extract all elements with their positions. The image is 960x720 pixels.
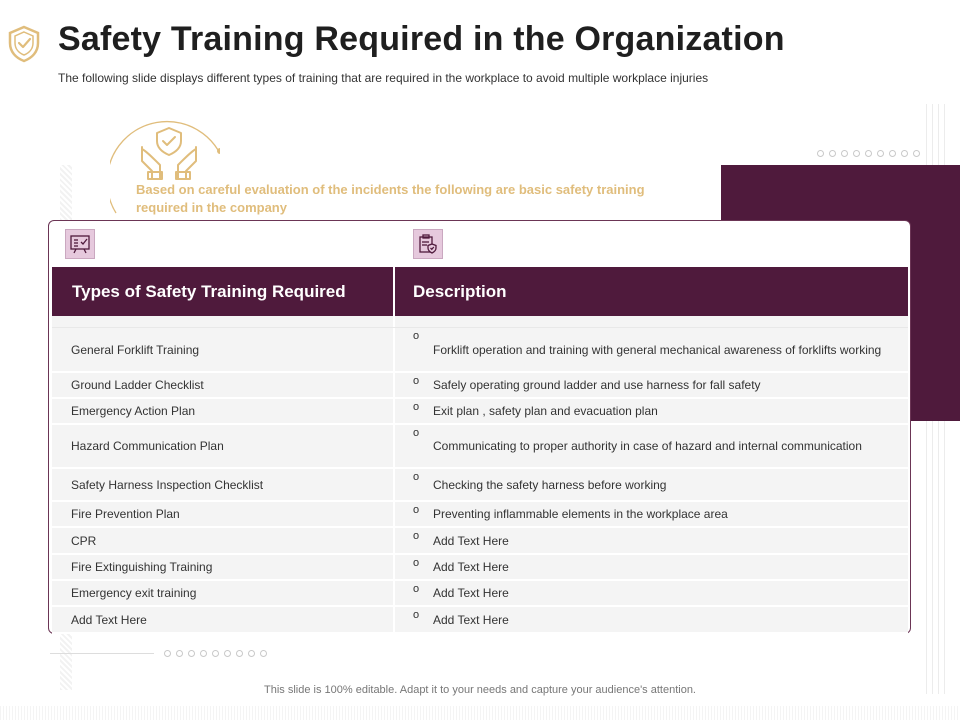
hands-shield-icon — [138, 125, 200, 181]
checklist-board-icon — [65, 229, 95, 259]
training-description: Forklift operation and training with general mechanical awareness of forklifts working — [433, 342, 882, 357]
table-row — [52, 581, 908, 607]
table-row — [52, 425, 908, 469]
training-description: Add Text Here — [433, 560, 509, 574]
training-description: Safely operating ground ladder and use harness for fall safety — [433, 378, 761, 392]
intro-text: Based on careful evaluation of the incidents the following are basic safety training required in the company — [136, 182, 645, 215]
training-type: Add Text Here — [71, 612, 147, 627]
training-description: Add Text Here — [433, 533, 509, 548]
decorative-line-bottom — [50, 653, 154, 654]
bullet: o — [413, 609, 420, 621]
table-row — [52, 328, 908, 373]
column-header-types: Types of Safety Training Required — [72, 281, 346, 301]
footer-note: This slide is 100% editable. Adapt it to your needs and capture your audience's attention. — [264, 684, 696, 696]
training-type: Safety Harness Inspection Checklist — [71, 477, 264, 492]
bullet: o — [413, 530, 420, 542]
table-spacer-row — [52, 316, 908, 328]
shield-check-icon — [6, 24, 42, 64]
table-row — [52, 607, 908, 634]
training-description: Add Text Here — [433, 586, 509, 600]
column-header-description: Description — [413, 281, 507, 301]
decorative-hatch-bottom — [0, 706, 960, 720]
training-type: Emergency exit training — [71, 586, 197, 600]
bullet: o — [413, 583, 420, 595]
table-body — [52, 316, 908, 634]
table-row — [52, 399, 908, 425]
table-row — [52, 502, 908, 528]
table-row — [52, 373, 908, 399]
bullet: o — [413, 504, 420, 516]
bullet: o — [413, 375, 420, 387]
table-row — [52, 555, 908, 581]
bullet: o — [413, 427, 420, 439]
page-subtitle: The following slide displays different types of training that are required in the workplace to avoid multiple workplace injuries — [58, 71, 709, 85]
bullet: o — [413, 557, 420, 569]
training-description: Preventing inflammable elements in the workplace area — [433, 507, 728, 521]
clipboard-shield-icon — [413, 229, 443, 259]
page-title: Safety Training Required in the Organization — [58, 20, 785, 58]
decorative-dots-top — [817, 150, 920, 157]
bullet: o — [413, 471, 420, 483]
training-type: General Forklift Training — [71, 342, 200, 357]
training-type: CPR — [71, 533, 97, 548]
table-header — [52, 267, 908, 316]
training-type: Hazard Communication Plan — [71, 439, 224, 453]
training-type: Fire Extinguishing Training — [71, 560, 213, 574]
decorative-dots-bottom — [164, 650, 267, 657]
table-row — [52, 469, 908, 502]
training-description: Checking the safety harness before working — [433, 477, 667, 492]
training-type: Fire Prevention Plan — [71, 507, 180, 521]
training-description: Add Text Here — [433, 612, 509, 627]
bullet: o — [413, 330, 420, 342]
training-description: Communicating to proper authority in case of hazard and internal communication — [433, 439, 862, 453]
table-row — [52, 528, 908, 555]
bullet: o — [413, 401, 420, 413]
training-type: Ground Ladder Checklist — [71, 378, 204, 392]
training-description: Exit plan , safety plan and evacuation plan — [433, 404, 658, 418]
training-type: Emergency Action Plan — [71, 404, 196, 418]
